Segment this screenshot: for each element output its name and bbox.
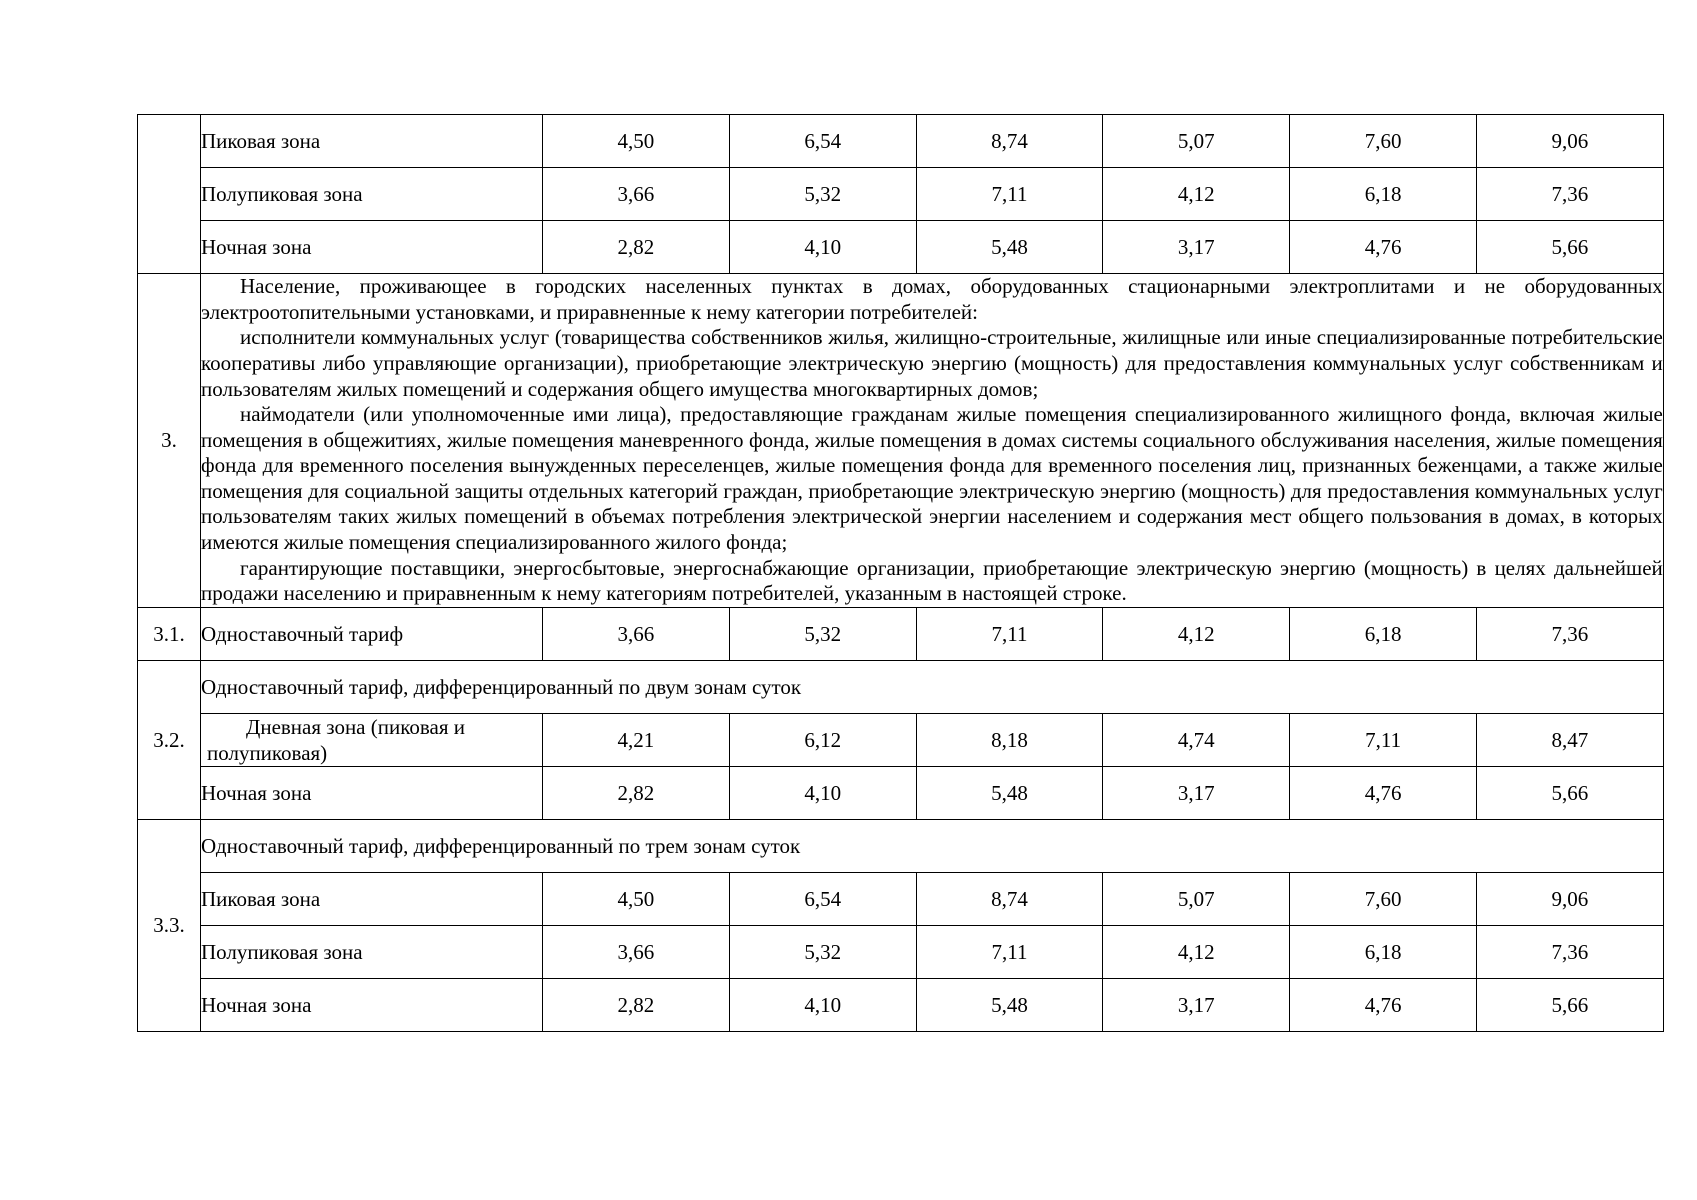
row-number-cell <box>138 115 201 274</box>
tariff-value: 4,50 <box>543 873 730 926</box>
table-row <box>138 274 1664 608</box>
tariff-value: 4,21 <box>543 714 730 767</box>
tariff-value: 6,54 <box>729 115 916 168</box>
row-number-cell: 3.3. <box>138 820 201 1032</box>
table-row <box>138 168 1664 221</box>
tariff-value: 4,76 <box>1290 221 1477 274</box>
tariff-value: 5,48 <box>916 767 1103 820</box>
table-row <box>138 926 1664 979</box>
tariff-value: 7,60 <box>1290 873 1477 926</box>
tariff-table <box>137 114 1664 1032</box>
tariff-value: 3,66 <box>543 926 730 979</box>
description-paragraph: наймодатели (или уполномоченные ими лица), предоставляющие гражданам жилые помещения специализированного жилищного фонда, включая жилые помещения в общежитиях, жилые помещения маневренного фонда, жилые помещения в домах системы социального обслуживания населения, жилые помещения фонда для временного поселения вынужденных переселенцев, жилые помещения фонда для временного поселения лиц, признанных беженцами, а также жилые помещения для социальной защиты отдельных категорий граждан, приобретающие электрическую энергию (мощность) для предоставления коммунальных услуг пользователям таких жилых помещений в объемах потребления электрической энергии населением и содержания мест общего пользования в домах, в которых имеются жилые помещения специализированного жилого фонда; <box>201 402 1663 555</box>
tariff-value: 4,12 <box>1103 168 1290 221</box>
table-row <box>138 115 1664 168</box>
subsection-header: Одноставочный тариф, дифференцированный по трем зонам суток <box>201 820 1664 873</box>
tariff-value: 4,12 <box>1103 926 1290 979</box>
tariff-value: 3,17 <box>1103 767 1290 820</box>
description-paragraph: исполнители коммунальных услуг (товарищества собственников жилья, жилищно-строительные, жилищные или иные специализированные потребительские кооперативы либо управляющие организации), приобретающие электрическую энергию (мощность) для предоставления коммунальных услуг собственникам и пользователям жилых помещений и содержания общего имущества многоквартирных домов; <box>201 325 1663 401</box>
zone-label: Ночная зона <box>201 767 543 820</box>
row-number-cell: 3.2. <box>138 661 201 820</box>
tariff-value: 6,54 <box>729 873 916 926</box>
tariff-value: 6,18 <box>1290 926 1477 979</box>
tariff-value: 6,12 <box>729 714 916 767</box>
table-row <box>138 820 1664 873</box>
tariff-value: 7,11 <box>916 926 1103 979</box>
tariff-value: 7,36 <box>1476 168 1663 221</box>
section-description <box>201 274 1664 608</box>
tariff-value: 5,48 <box>916 979 1103 1032</box>
tariff-value: 5,32 <box>729 608 916 661</box>
tariff-value: 8,47 <box>1476 714 1663 767</box>
description-paragraph: Население, проживающее в городских населенных пунктах в домах, оборудованных стационарными электроплитами и не оборудованных электроотопительными установками, и приравненные к нему категории потребителей: <box>201 274 1663 324</box>
tariff-value: 3,66 <box>543 168 730 221</box>
tariff-value: 5,07 <box>1103 115 1290 168</box>
table-row <box>138 608 1664 661</box>
table-row <box>138 661 1664 714</box>
tariff-value: 4,76 <box>1290 767 1477 820</box>
tariff-value: 8,74 <box>916 115 1103 168</box>
zone-label: Пиковая зона <box>201 873 543 926</box>
tariff-value: 8,74 <box>916 873 1103 926</box>
zone-label: Дневная зона (пиковая и полупиковая) <box>201 714 543 767</box>
description-paragraph: гарантирующие поставщики, энергосбытовые, энергоснабжающие организации, приобретающие электрическую энергию (мощность) в целях дальнейшей продажи населению и приравненным к нему категориям потребителей, указанным в настоящей строке. <box>201 555 1663 606</box>
tariff-value: 3,17 <box>1103 979 1290 1032</box>
tariff-value: 7,36 <box>1476 926 1663 979</box>
table-row <box>138 873 1664 926</box>
tariff-value: 4,74 <box>1103 714 1290 767</box>
zone-label: Ночная зона <box>201 979 543 1032</box>
tariff-value: 5,66 <box>1476 767 1663 820</box>
tariff-value: 6,18 <box>1290 608 1477 661</box>
tariff-value: 6,18 <box>1290 168 1477 221</box>
zone-label: Полупиковая зона <box>201 926 543 979</box>
tariff-value: 2,82 <box>543 979 730 1032</box>
tariff-value: 8,18 <box>916 714 1103 767</box>
tariff-value: 9,06 <box>1476 115 1663 168</box>
tariff-value: 4,10 <box>729 221 916 274</box>
row-number-cell: 3. <box>138 274 201 608</box>
tariff-value: 7,11 <box>916 608 1103 661</box>
tariff-value: 5,66 <box>1476 221 1663 274</box>
tariff-value: 4,10 <box>729 767 916 820</box>
tariff-value: 2,82 <box>543 767 730 820</box>
tariff-value: 4,50 <box>543 115 730 168</box>
tariff-value: 5,07 <box>1103 873 1290 926</box>
tariff-value: 5,32 <box>729 926 916 979</box>
tariff-value: 4,10 <box>729 979 916 1032</box>
tariff-value: 3,17 <box>1103 221 1290 274</box>
zone-label: Ночная зона <box>201 221 543 274</box>
zone-label: Полупиковая зона <box>201 168 543 221</box>
tariff-value: 4,12 <box>1103 608 1290 661</box>
tariff-label: Одноставочный тариф <box>201 608 543 661</box>
tariff-value: 3,66 <box>543 608 730 661</box>
tariff-value: 5,48 <box>916 221 1103 274</box>
table-row <box>138 221 1664 274</box>
table-row <box>138 714 1664 767</box>
table-row <box>138 979 1664 1032</box>
tariff-value: 2,82 <box>543 221 730 274</box>
subsection-header: Одноставочный тариф, дифференцированный по двум зонам суток <box>201 661 1664 714</box>
tariff-value: 5,32 <box>729 168 916 221</box>
tariff-value: 5,66 <box>1476 979 1663 1032</box>
tariff-value: 7,36 <box>1476 608 1663 661</box>
zone-label: Пиковая зона <box>201 115 543 168</box>
tariff-value: 7,60 <box>1290 115 1477 168</box>
tariff-value: 7,11 <box>916 168 1103 221</box>
tariff-value: 7,11 <box>1290 714 1477 767</box>
tariff-value: 9,06 <box>1476 873 1663 926</box>
row-number-cell: 3.1. <box>138 608 201 661</box>
tariff-value: 4,76 <box>1290 979 1477 1032</box>
table-row <box>138 767 1664 820</box>
